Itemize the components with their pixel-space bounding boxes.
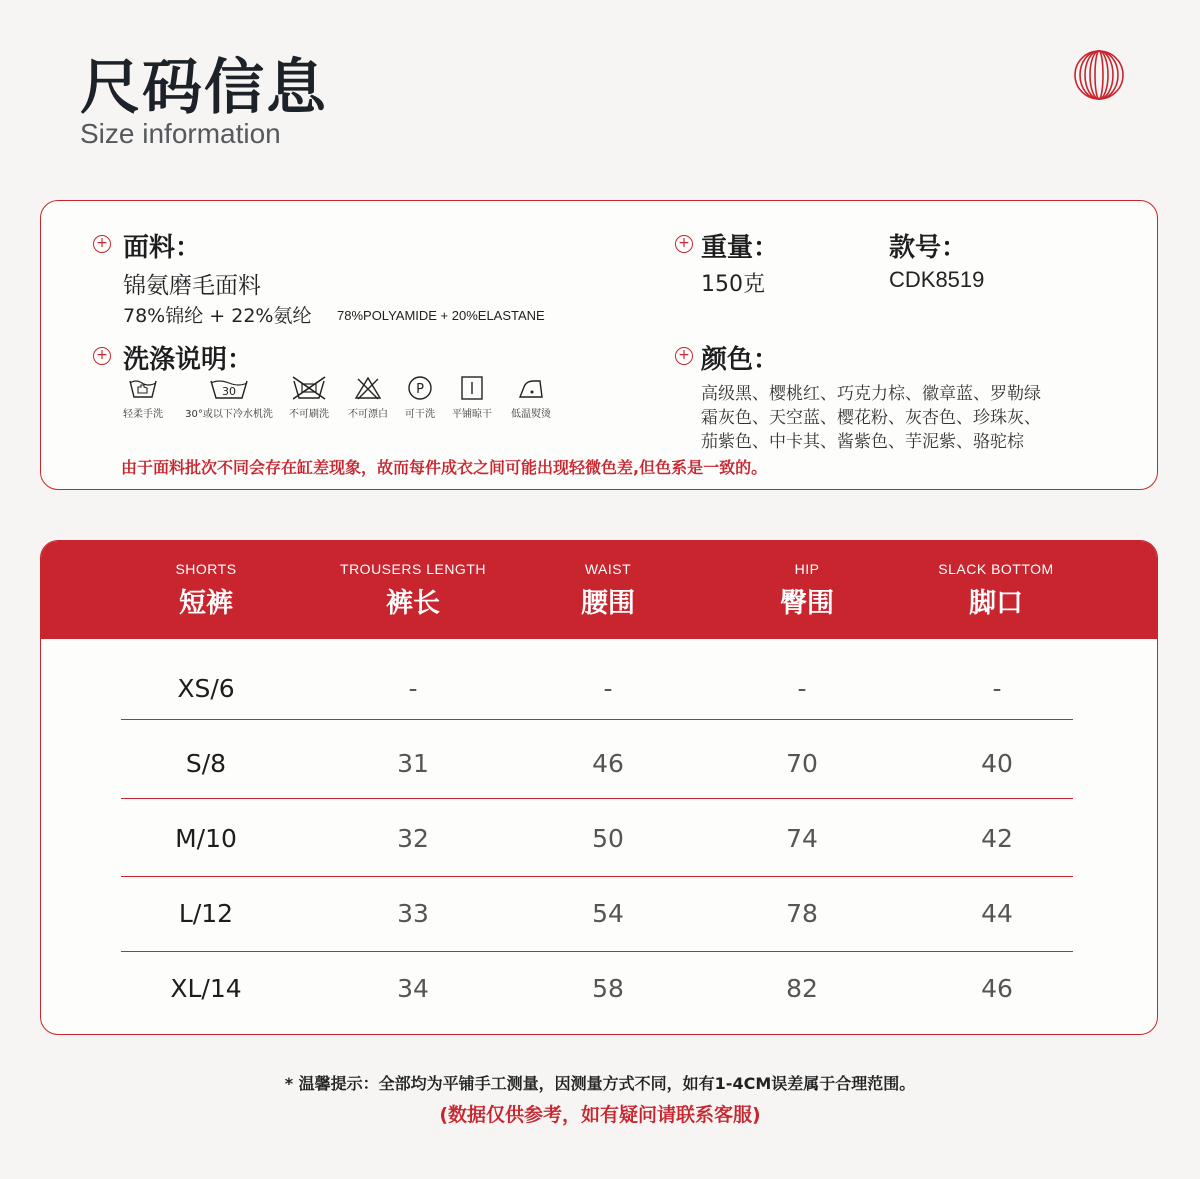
care-item — [505, 375, 557, 420]
reference-note: (数据仅供参考，如有疑问请联系客服) — [439, 1104, 761, 1126]
waist-cell: - — [603, 674, 613, 703]
fabric-info-panel — [40, 200, 1158, 490]
hip-cell: 74 — [786, 824, 818, 853]
no-bleach-icon — [353, 375, 383, 401]
column-header-en: TROUSERS LENGTH — [340, 561, 486, 577]
care-label: 30°或以下冷水机洗 — [185, 409, 273, 420]
column-header-waist — [508, 561, 708, 620]
hip-cell: 70 — [786, 749, 818, 778]
hip-cell: 78 — [786, 899, 818, 928]
slack-bottom-cell: 42 — [981, 824, 1013, 853]
column-header-trousers-length — [313, 561, 513, 620]
fabric-name: 锦氨磨毛面料 — [123, 273, 261, 299]
trousers-length-cell: 33 — [397, 899, 429, 928]
no-brushing-icon — [291, 375, 327, 401]
care-item — [115, 375, 171, 420]
color-variance-notice: 由于面料批次不同会存在缸差现象，故而每件成衣之间可能出现轻微色差,但色系是一致的。 — [121, 458, 768, 477]
table-row — [41, 744, 1157, 784]
waist-cell: 50 — [592, 824, 624, 853]
page-title: 尺码信息 — [80, 53, 328, 123]
svg-text:P: P — [416, 382, 424, 397]
column-header-shorts — [106, 561, 306, 620]
row-divider — [121, 951, 1073, 952]
machine-wash-30-icon — [208, 375, 250, 401]
fabric-composition-en: 78%POLYAMIDE + 20%ELASTANE — [337, 308, 545, 323]
column-header-en: SLACK BOTTOM — [938, 561, 1054, 577]
plus-icon: + — [93, 347, 111, 365]
column-header-en: SHORTS — [175, 561, 237, 577]
care-label: 轻柔手洗 — [123, 409, 163, 420]
care-label: 低温熨烫 — [511, 409, 551, 420]
size-cell: XL/14 — [170, 974, 242, 1003]
column-header-en: HIP — [794, 561, 820, 577]
column-header-cn: 脚口 — [969, 588, 1023, 619]
svg-text:30: 30 — [222, 385, 236, 398]
table-row — [41, 819, 1157, 859]
care-item — [447, 375, 497, 420]
care-item — [283, 375, 335, 420]
slack-bottom-cell: 46 — [981, 974, 1013, 1003]
measurement-tip: * 温馨提示：全部均为平铺手工测量，因测量方式不同，如有1-4CM误差属于合理范围。 — [284, 1074, 916, 1093]
size-cell: M/10 — [175, 824, 237, 853]
column-header-en: WAIST — [584, 561, 632, 577]
colors-line: 茄紫色、中卡其、酱紫色、芋泥紫、骆驼棕 — [701, 432, 1024, 452]
care-label: 可干洗 — [405, 409, 435, 420]
care-label: 平铺晾干 — [452, 409, 492, 420]
plus-icon: + — [675, 235, 693, 253]
dry-clean-icon — [406, 375, 434, 401]
size-cell: XS/6 — [177, 674, 235, 703]
trousers-length-cell: 31 — [397, 749, 429, 778]
slack-bottom-cell: - — [992, 674, 1002, 703]
colors-line: 高级黑、樱桃红、巧克力棕、徽章蓝、罗勒绿 — [701, 384, 1041, 404]
hip-cell: 82 — [786, 974, 818, 1003]
column-header-cn: 短裤 — [179, 588, 233, 619]
waist-cell: 46 — [592, 749, 624, 778]
slack-bottom-cell: 44 — [981, 899, 1013, 928]
rings-logo-icon — [1072, 48, 1126, 102]
column-header-hip — [707, 561, 907, 620]
weight-value: 150克 — [701, 272, 765, 297]
colors-label: 颜色： — [701, 345, 780, 375]
care-label: 不可刷洗 — [289, 409, 329, 420]
waist-cell: 54 — [592, 899, 624, 928]
low-iron-icon — [516, 375, 546, 401]
size-cell: S/8 — [185, 749, 227, 778]
style-no-value: CDK8519 — [889, 267, 985, 292]
table-row — [41, 669, 1157, 709]
waist-cell: 58 — [592, 974, 624, 1003]
row-divider — [121, 876, 1073, 877]
colors-line: 霜灰色、天空蓝、樱花粉、灰杏色、珍珠灰、 — [701, 408, 1041, 428]
row-divider — [121, 719, 1073, 720]
care-item — [177, 375, 281, 420]
trousers-length-cell: 32 — [397, 824, 429, 853]
page-subtitle: Size information — [80, 118, 281, 149]
wash-label: 洗涤说明： — [123, 345, 254, 375]
fabric-composition-cn: 78%锦纶 + 22%氨纶 — [123, 305, 312, 327]
care-label: 不可漂白 — [348, 409, 388, 420]
plus-icon: + — [675, 347, 693, 365]
column-header-cn: 腰围 — [581, 588, 635, 619]
trousers-length-cell: 34 — [397, 974, 429, 1003]
column-header-cn: 臀围 — [780, 588, 834, 619]
fabric-label: 面料： — [123, 233, 202, 263]
size-table — [40, 540, 1158, 1035]
size-table-header — [41, 541, 1157, 639]
care-item — [401, 375, 439, 420]
trousers-length-cell: - — [408, 674, 418, 703]
row-divider — [121, 798, 1073, 799]
table-row — [41, 969, 1157, 1009]
table-row — [41, 894, 1157, 934]
weight-label: 重量： — [701, 233, 780, 263]
plus-icon: + — [93, 235, 111, 253]
slack-bottom-cell: 40 — [981, 749, 1013, 778]
column-header-slack-bottom — [896, 561, 1096, 620]
care-item — [341, 375, 395, 420]
style-no-label: 款号： — [889, 233, 968, 263]
column-header-cn: 裤长 — [386, 588, 440, 619]
size-cell: L/12 — [178, 899, 234, 928]
gentle-hand-wash-icon — [128, 375, 158, 401]
flat-dry-icon — [458, 375, 486, 401]
hip-cell: - — [797, 674, 807, 703]
